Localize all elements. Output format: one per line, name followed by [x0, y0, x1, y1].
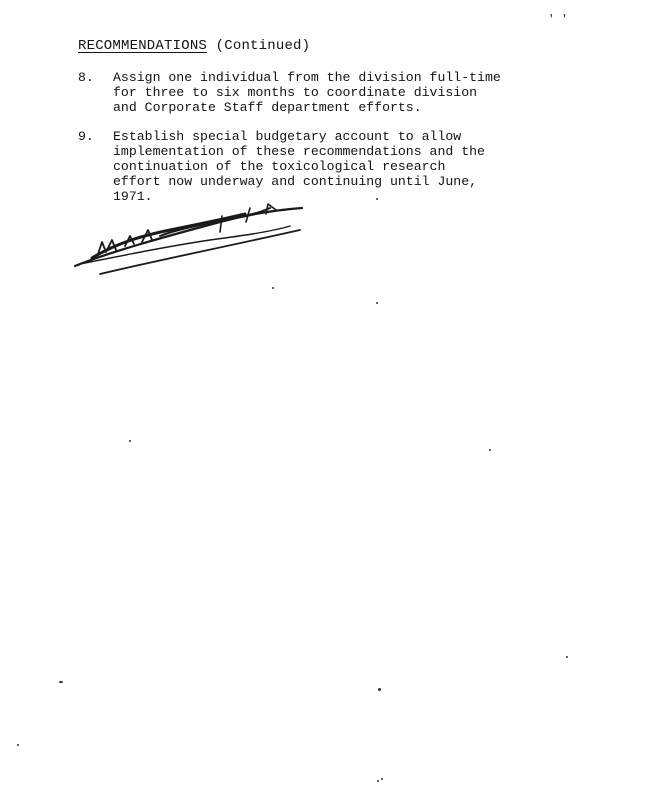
item-number: 9. [78, 129, 94, 144]
item-text-line: continuation of the toxicological research [113, 159, 446, 174]
item-text-line: effort now underway and continuing until June, [113, 174, 478, 189]
item-text-line: Establish special budgetary account to allow [113, 129, 462, 144]
scan-speck [378, 688, 381, 691]
section-heading-suffix: (Continued) [215, 38, 311, 54]
section-heading [78, 38, 310, 54]
scan-speck [376, 302, 378, 304]
handwritten-signature [70, 200, 320, 285]
scan-speck [566, 656, 568, 658]
scan-speck [17, 744, 19, 746]
scan-speck [59, 681, 63, 683]
scan-speck [489, 449, 491, 451]
scan-speck [272, 287, 274, 289]
item-text-line: 1971. [113, 189, 153, 204]
scan-mark: ' ' [548, 14, 568, 26]
item-text-line: and Corporate Staff department efforts. [113, 100, 422, 115]
section-heading-title: RECOMMENDATIONS [78, 38, 208, 54]
item-number: 8. [78, 70, 94, 85]
item-text-line: for three to six months to coordinate division [113, 85, 478, 100]
item-text-line: Assign one individual from the division full-time [113, 70, 501, 85]
item-text-line: implementation of these recommendations and the [113, 144, 485, 159]
scan-speck [376, 198, 378, 200]
scan-speck [129, 440, 131, 442]
scan-speck [381, 778, 383, 780]
scan-speck [377, 780, 379, 782]
